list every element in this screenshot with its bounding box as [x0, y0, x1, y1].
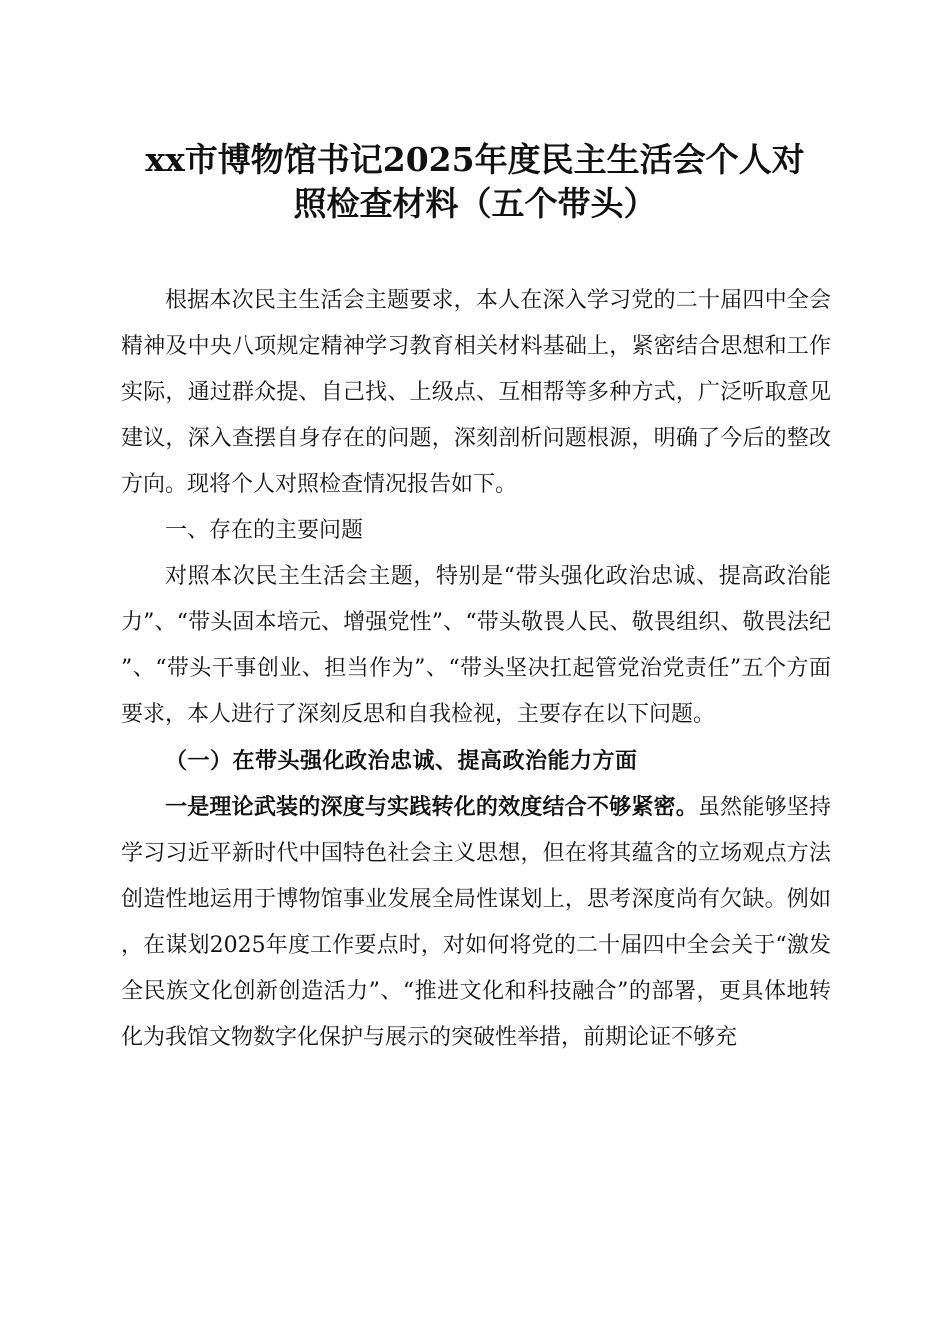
document-title-line-1: xx市博物馆书记2025年度民主生活会个人对: [145, 140, 805, 179]
point-one-paragraph: [121, 784, 831, 1061]
intro-paragraph: 根据本次民主生活会主题要求，本人在深入学习党的二十届四中全会精神及中央八项规定精神学习教育相关材料基础上，紧密结合思想和工作实际，通过群众提、自己找、上级点、互相帮等多种方式，广泛听取意见建议，深入查摆自身存在的问题，深刻剖析问题根源，明确了今后的整改方向。现将个人对照检查情况报告如下。: [121, 288, 831, 497]
point-one-body: 虽然能够坚持学习习近平新时代中国特色社会主义思想，但在将其蕴含的立场观点方法创造性地运用于博物馆事业发展全局性谋划上，思考深度尚有欠缺。例如，在谋划2025年度工作要点时，对如何将党的二十届四中全会关于“激发全民族文化创新创造活力”、“推进文化和科技融合”的部署，更具体地转化为我馆文物数字化保护与展示的突破性举措，前期论证不够充: [121, 795, 831, 1050]
document-body: [121, 278, 831, 1061]
subsection-heading-political-loyalty: （一）在带头强化政治忠诚、提高政治能力方面: [165, 748, 638, 774]
document-title-line-2: 照检查材料（五个带头）: [293, 184, 657, 223]
section-heading-problems: 一、存在的主要问题: [165, 518, 364, 543]
point-one-lead: 一是理论武装的深度与实践转化的效度结合不够紧密。: [165, 794, 698, 820]
section-intro-paragraph: 对照本次民主生活会主题，特别是“带头强化政治忠诚、提高政治能力”、“带头固本培元、增强党性”、“带头敬畏人民、敬畏组织、敬畏法纪”、“带头干事创业、担当作为”、“带头坚决扛起管党治党责任”五个方面要求，本人进行了深刻反思和自我检视，主要存在以下问题。: [121, 564, 831, 727]
document-title: [100, 138, 850, 226]
